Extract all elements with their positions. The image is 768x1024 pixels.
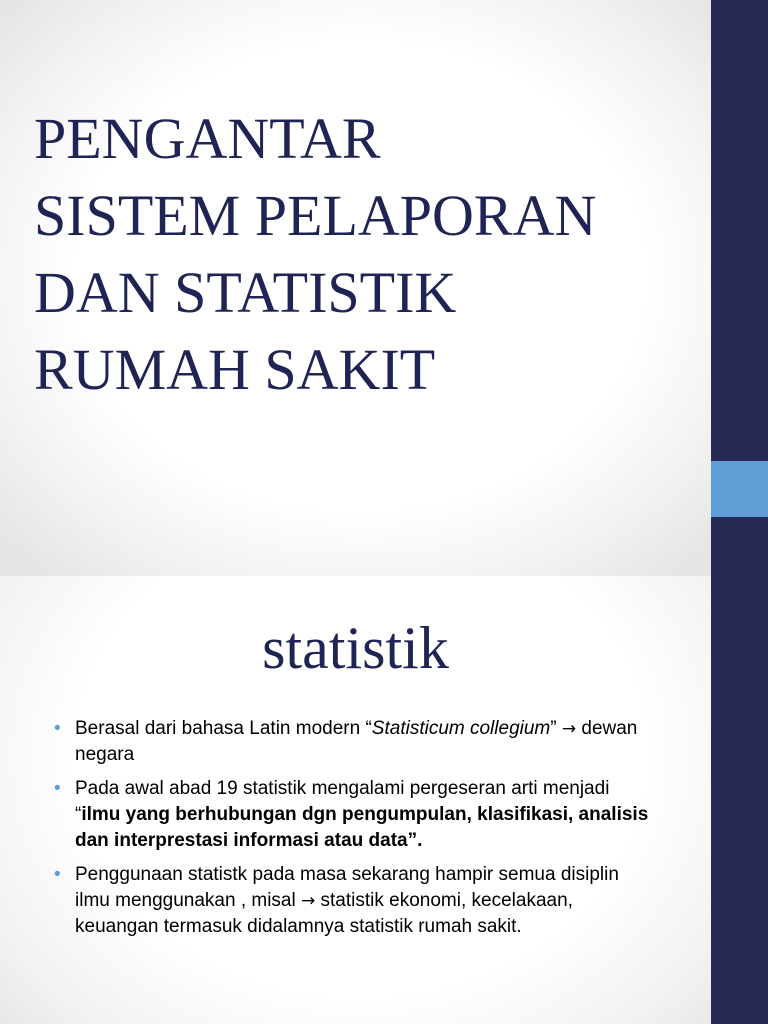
section-heading: statistik xyxy=(262,615,449,681)
list-item xyxy=(54,776,654,854)
bullet-text: Pada awal abad 19 statistik mengalami pergeseran arti menjadi “ xyxy=(75,778,610,825)
bullet-bold-definition: ilmu yang berhubungan dgn pengumpulan, klasifikasi, analisis dan interprestasi informasi atau data”. xyxy=(75,804,649,851)
list-item xyxy=(54,862,654,940)
title-line-3: DAN STATISTIK xyxy=(34,260,457,325)
bullet-text: statistik ekonomi, kecelakaan, keuangan termasuk didalamnya statistik rumah sakit. xyxy=(75,890,573,937)
bullet-dot-icon: • xyxy=(54,718,61,739)
bullet-italic-term: Statisticum collegium xyxy=(371,718,551,739)
bullet-list xyxy=(54,716,654,948)
slide-title-heading xyxy=(34,100,694,408)
bullet-dot-icon: • xyxy=(54,778,61,799)
bullet-text: Penggunaan statistk pada masa sekarang hampir semua disiplin ilmu menggunakan , misal xyxy=(75,864,619,911)
arrow-right-icon: → xyxy=(301,891,316,911)
title-line-2: SISTEM PELAPORAN xyxy=(34,183,597,248)
bullet-text: ” xyxy=(550,718,562,739)
side-bar-accent xyxy=(711,461,768,517)
bullet-text: dewan negara xyxy=(75,718,638,765)
bullet-text: Berasal dari bahasa Latin modern “ xyxy=(75,718,372,739)
title-line-1: PENGANTAR xyxy=(34,106,381,171)
bullet-dot-icon: • xyxy=(54,864,61,885)
arrow-right-icon: → xyxy=(561,719,577,739)
list-item xyxy=(54,716,654,768)
title-line-4: RUMAH SAKIT xyxy=(34,337,436,402)
